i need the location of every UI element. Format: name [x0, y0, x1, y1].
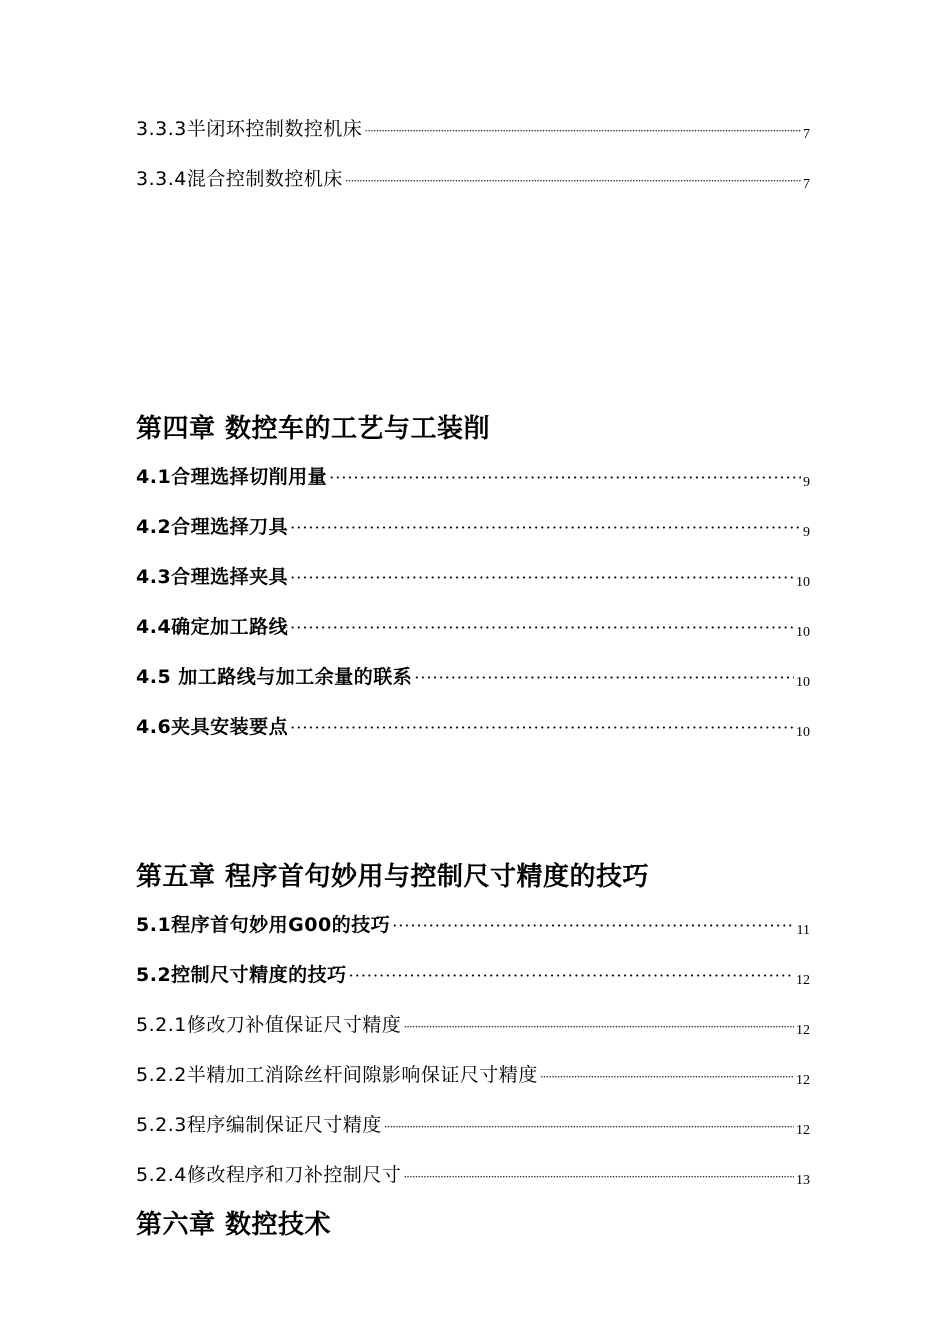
toc-dot-leader — [290, 618, 794, 637]
toc-entry-label: 5.2.2半精加工消除丝杆间隙影响保证尺寸精度 — [136, 1064, 538, 1086]
toc-entry-5-1[interactable] — [136, 910, 810, 937]
toc-page-number: 12 — [796, 973, 810, 988]
toc-dot-leader — [384, 1120, 794, 1134]
toc-dot-leader — [290, 568, 794, 587]
chapter-6-heading[interactable]: 第六章 数控技术 — [136, 1210, 332, 1240]
toc-page-number: 12 — [796, 1123, 810, 1138]
toc-dot-leader — [290, 518, 801, 537]
toc-entry-label: 5.2.1修改刀补值保证尺寸精度 — [136, 1014, 402, 1036]
toc-entry-label: 4.2合理选择刀具 — [136, 516, 289, 538]
toc-dot-leader — [540, 1070, 794, 1084]
toc-entry-4-3[interactable] — [136, 562, 810, 589]
chapter-5-heading[interactable]: 第五章 程序首句妙用与控制尺寸精度的技巧 — [136, 862, 650, 892]
toc-entry-5-2[interactable] — [136, 960, 810, 987]
toc-dot-leader — [403, 1170, 794, 1184]
toc-dot-leader — [290, 718, 794, 737]
toc-entry-label: 5.1程序首句妙用G00的技巧 — [136, 914, 391, 936]
toc-entry-4-6[interactable] — [136, 712, 810, 739]
toc-dot-leader — [345, 174, 801, 188]
toc-page-number: 10 — [796, 625, 810, 640]
toc-entry-label: 5.2.4修改程序和刀补控制尺寸 — [136, 1164, 402, 1186]
toc-entry-label: 3.3.3半闭环控制数控机床 — [136, 118, 363, 140]
toc-dot-leader — [364, 124, 801, 138]
toc-entry-label: 5.2控制尺寸精度的技巧 — [136, 964, 347, 986]
toc-entry-label: 4.6夹具安装要点 — [136, 716, 289, 738]
toc-page-number: 12 — [796, 1073, 810, 1088]
toc-entry-3-3-4[interactable] — [136, 164, 810, 191]
toc-entry-label: 4.3合理选择夹具 — [136, 566, 289, 588]
toc-entry-label: 3.3.4混合控制数控机床 — [136, 168, 343, 190]
toc-entry-5-2-4[interactable] — [136, 1160, 810, 1187]
toc-page-number: 13 — [796, 1173, 810, 1188]
toc-page-number: 7 — [803, 127, 810, 142]
toc-entry-4-4[interactable] — [136, 612, 810, 639]
toc-page-number: 10 — [796, 725, 810, 740]
toc-dot-leader — [349, 966, 794, 985]
toc-dot-leader — [414, 668, 794, 687]
toc-page-number: 9 — [803, 525, 810, 540]
toc-page-number: 7 — [803, 177, 810, 192]
toc-entry-label: 5.2.3程序编制保证尺寸精度 — [136, 1114, 382, 1136]
toc-page-number: 11 — [796, 923, 810, 938]
toc-entry-4-1[interactable] — [136, 462, 810, 489]
chapter-4-heading[interactable]: 第四章 数控车的工艺与工装削 — [136, 414, 491, 444]
toc-page-number: 10 — [796, 675, 810, 690]
toc-entry-4-5[interactable] — [136, 662, 810, 689]
toc-entry-3-3-3[interactable] — [136, 114, 810, 141]
toc-entry-label: 4.5 加工路线与加工余量的联系 — [136, 666, 413, 688]
toc-entry-5-2-2[interactable] — [136, 1060, 810, 1087]
toc-entry-label: 4.4确定加工路线 — [136, 616, 289, 638]
toc-page-number: 12 — [796, 1023, 810, 1038]
toc-dot-leader — [403, 1020, 794, 1034]
toc-entry-5-2-3[interactable] — [136, 1110, 810, 1137]
toc-page-number: 10 — [796, 575, 810, 590]
toc-entry-5-2-1[interactable] — [136, 1010, 810, 1037]
toc-dot-leader — [329, 468, 801, 487]
toc-page-number: 9 — [803, 475, 810, 490]
toc-entry-label: 4.1合理选择切削用量 — [136, 466, 328, 488]
toc-entry-4-2[interactable] — [136, 512, 810, 539]
toc-dot-leader — [392, 916, 794, 935]
